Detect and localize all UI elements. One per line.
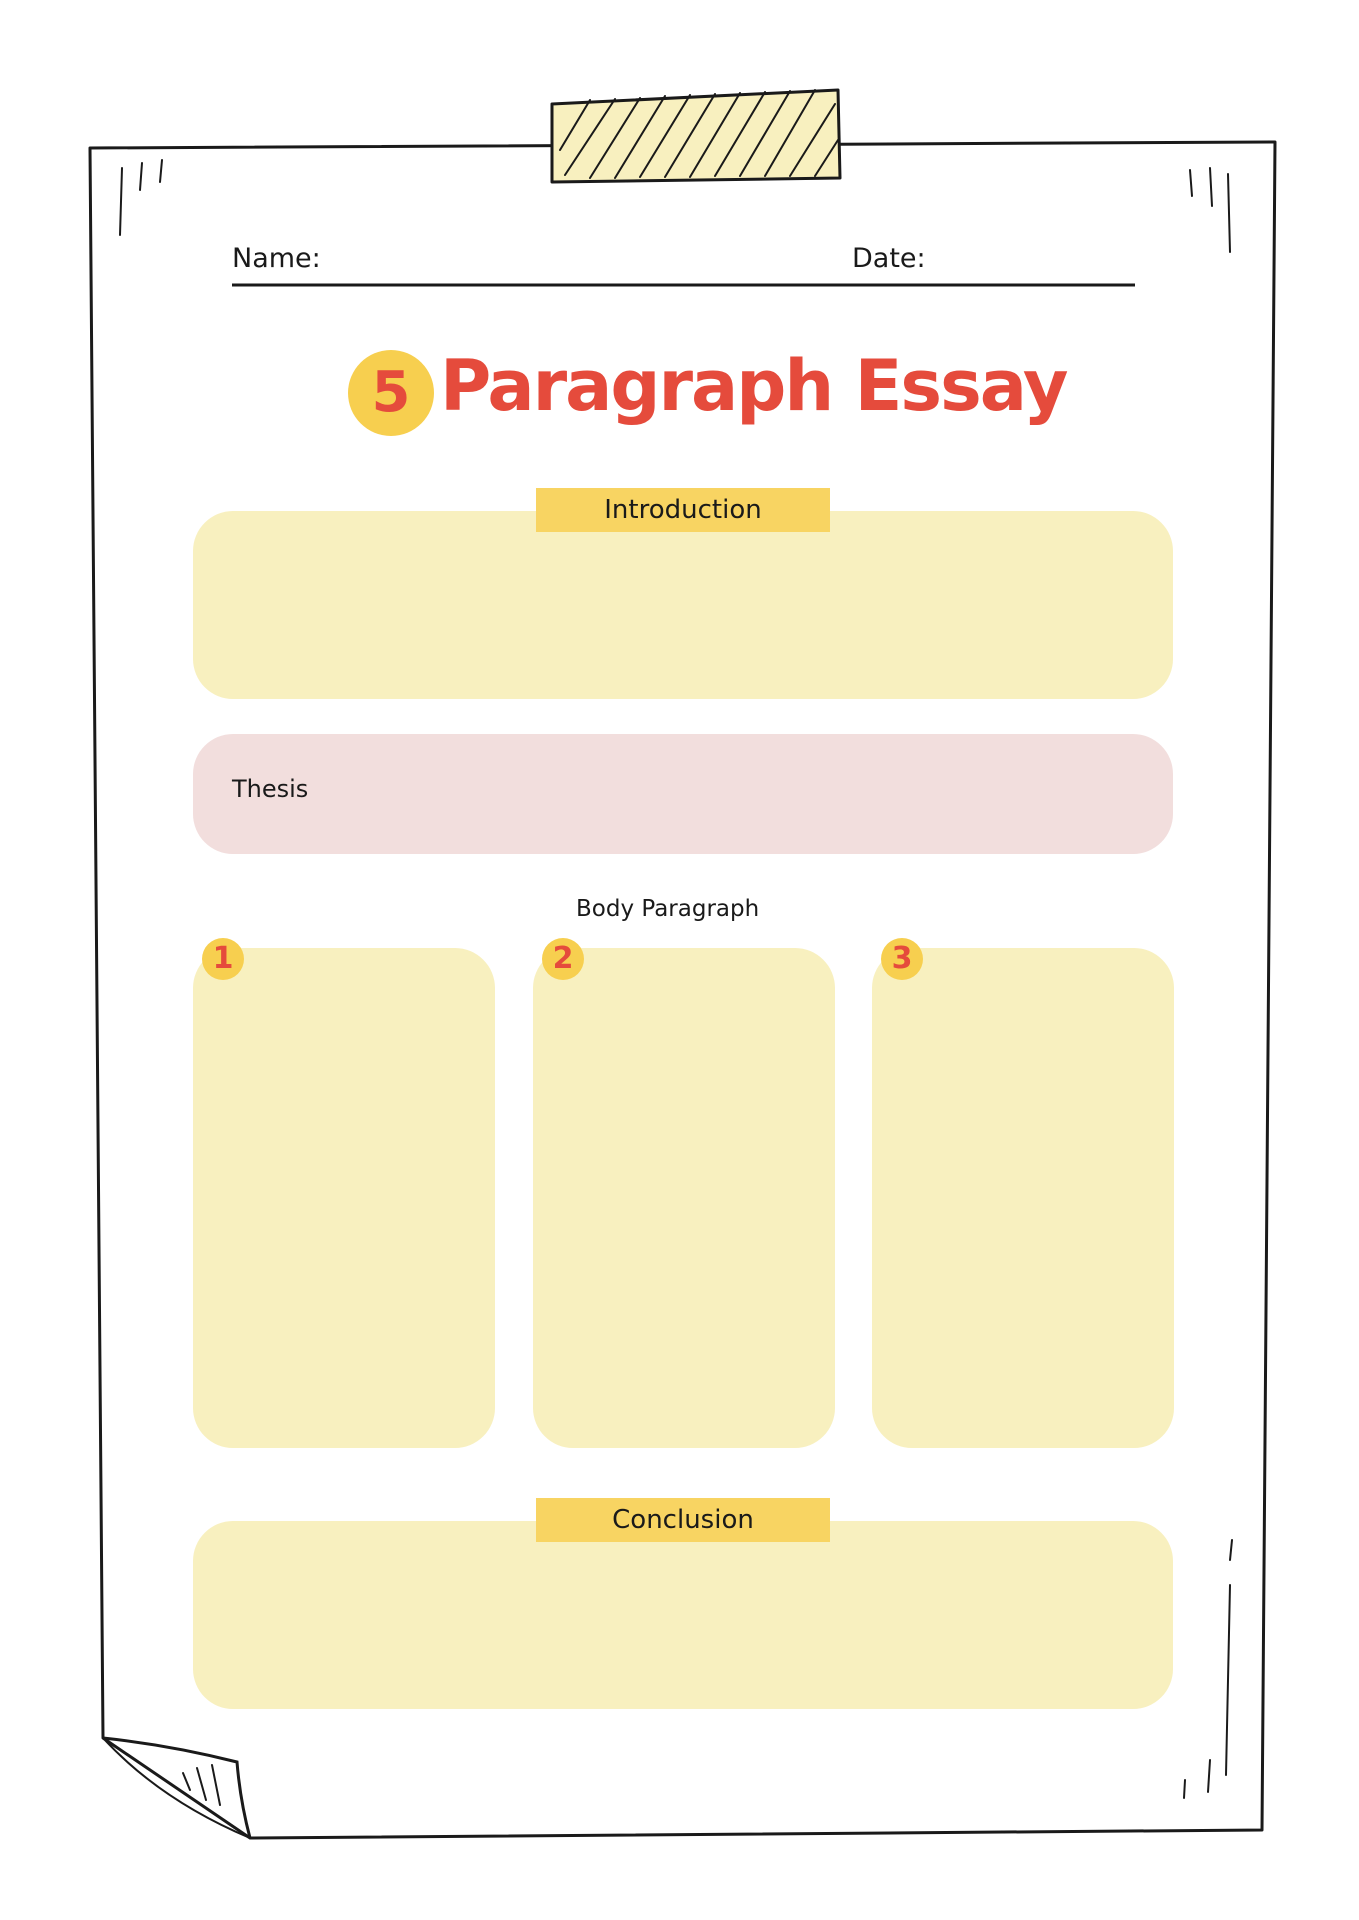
paragraph-number-badge: 1 bbox=[202, 938, 244, 980]
conclusion-tab: Conclusion bbox=[536, 1498, 830, 1542]
conclusion-box[interactable] bbox=[193, 1521, 1173, 1709]
body-paragraph-box-2[interactable] bbox=[533, 948, 835, 1448]
thesis-label: Thesis bbox=[232, 775, 309, 803]
date-label: Date: bbox=[852, 243, 926, 274]
paragraph-number-badge: 3 bbox=[881, 938, 923, 980]
introduction-box[interactable] bbox=[193, 511, 1173, 699]
body-paragraph-box-3[interactable] bbox=[872, 948, 1174, 1448]
thesis-box[interactable] bbox=[193, 734, 1173, 854]
page-title: Paragraph Essay bbox=[440, 345, 1067, 427]
introduction-tab: Introduction bbox=[536, 488, 830, 532]
name-label: Name: bbox=[232, 243, 321, 274]
title-number-badge: 5 bbox=[348, 350, 434, 436]
tape-strip bbox=[552, 90, 840, 182]
body-paragraph-label: Body Paragraph bbox=[576, 896, 760, 922]
body-paragraph-box-1[interactable] bbox=[193, 948, 495, 1448]
paragraph-number-badge: 2 bbox=[542, 938, 584, 980]
